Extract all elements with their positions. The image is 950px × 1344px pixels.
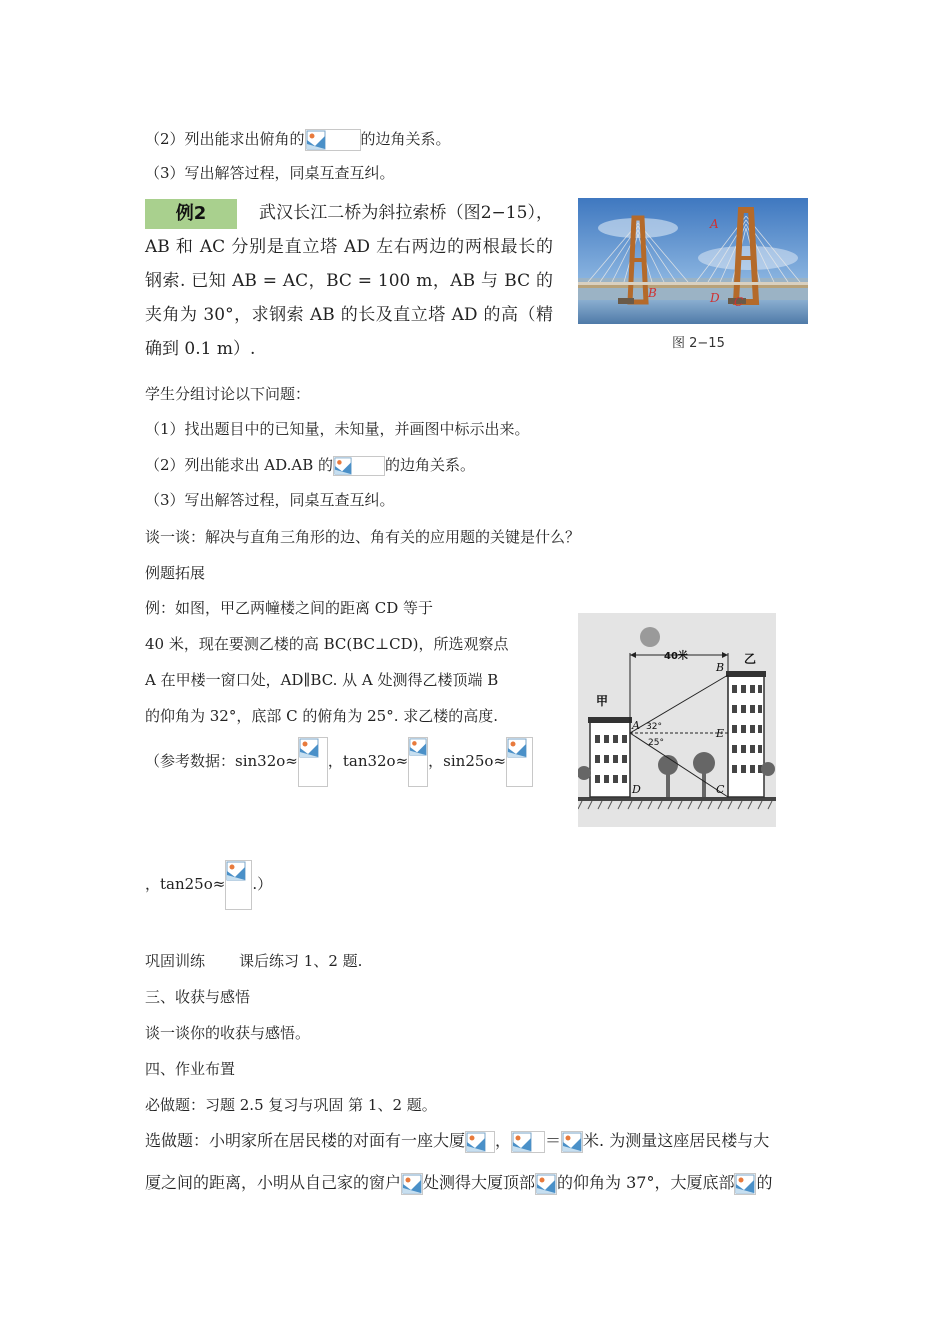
optional-text-b: ， bbox=[495, 1131, 512, 1150]
angle-32-label: 32° bbox=[646, 722, 662, 732]
building-yi-label: 乙 bbox=[744, 652, 757, 666]
optional-text-a: 选做题：小明家所在居民楼的对面有一座大厦 bbox=[145, 1131, 466, 1150]
example-2-block bbox=[145, 196, 553, 366]
optional-text-d: 米. 为测量这座居民楼与大 bbox=[583, 1131, 770, 1150]
question-1: （1）找出题目中的已知量，未知量，并画图中标示出来。 bbox=[145, 420, 530, 438]
section-3-text: 谈一谈你的收获与感悟。 bbox=[145, 1024, 311, 1042]
point-a-label: A bbox=[632, 719, 640, 732]
point-b-label: B bbox=[716, 661, 725, 674]
label-b: B bbox=[648, 286, 657, 300]
section-3-heading: 三、收获与感悟 bbox=[145, 988, 251, 1006]
broken-image-icon bbox=[561, 1131, 583, 1153]
distance-label: 40米 bbox=[664, 651, 688, 662]
optional-text-h: 的 bbox=[756, 1173, 773, 1192]
optional-text-e: 厦之间的距离，小明从自己家的窗户 bbox=[145, 1173, 402, 1192]
practice-label: 巩固训练 bbox=[145, 952, 206, 970]
label-c: C bbox=[734, 295, 744, 309]
extension-line-2: 40 米，现在要测乙楼的高 BC(BC⊥CD)，所选观察点 bbox=[145, 635, 509, 653]
ref-sin32: （参考数据：sin32o≈ bbox=[145, 752, 298, 770]
angle-25-label: 25° bbox=[648, 738, 664, 748]
point-e-label: E bbox=[716, 727, 725, 740]
section-4-heading: 四、作业布置 bbox=[145, 1060, 236, 1078]
ref-sin25: ，sin25o≈ bbox=[428, 752, 507, 770]
discussion-intro: 学生分组讨论以下问题： bbox=[145, 385, 311, 403]
ref-end: .） bbox=[252, 875, 273, 893]
figure-caption: 图 2−15 bbox=[672, 336, 725, 351]
broken-image-icon bbox=[333, 456, 385, 476]
broken-image-icon bbox=[305, 129, 361, 151]
optional-homework-line-1 bbox=[145, 1130, 769, 1153]
ref-tan25: ，tan25o≈ bbox=[145, 875, 226, 893]
example-2-text: 武汉长江二桥为斜拉索桥（图2−15），AB 和 AC 分别是直立塔 AD 左右两边的两根最长的钢索. 已知 AB = AC，BC = 100 m，AB 与 BC 的夹角为 30°，求钢索 AB 的长及直立塔 AD 的高（精确到 0.1 m）. bbox=[145, 203, 553, 359]
point-c-label: C bbox=[716, 783, 725, 796]
broken-image-icon bbox=[225, 860, 252, 910]
label-d: D bbox=[710, 291, 720, 305]
question-2-text-end: 的边角关系。 bbox=[385, 456, 476, 474]
bridge-photo bbox=[578, 198, 808, 324]
broken-image-icon bbox=[298, 737, 328, 787]
broken-image-icon bbox=[511, 1131, 545, 1153]
extension-line-4: 的仰角为 32°，底部 C 的俯角为 25°. 求乙楼的高度. bbox=[145, 707, 499, 725]
question-3: （3）写出解答过程，同桌互查互纠。 bbox=[145, 491, 395, 509]
step-3-line: （3）写出解答过程，同桌互查互纠。 bbox=[145, 164, 395, 182]
extension-line-3: A 在甲楼一窗口处，AD∥BC. 从 A 处测得乙楼顶端 B bbox=[145, 671, 499, 689]
step-2-text: （2）列出能求出俯角的 bbox=[145, 130, 305, 148]
reference-data-line-2 bbox=[145, 860, 272, 910]
broken-image-icon bbox=[734, 1173, 756, 1195]
question-2 bbox=[145, 454, 475, 476]
reference-data-line bbox=[145, 737, 533, 787]
broken-image-icon bbox=[506, 737, 533, 787]
extension-heading: 例题拓展 bbox=[145, 564, 206, 582]
broken-image-icon bbox=[408, 737, 428, 787]
step-2-line bbox=[145, 128, 451, 151]
building-jia-label: 甲 bbox=[596, 694, 609, 708]
optional-homework-line-2 bbox=[145, 1172, 773, 1195]
step-2-text-end: 的边角关系。 bbox=[360, 130, 451, 148]
example-badge: 例2 bbox=[145, 199, 237, 229]
label-a: A bbox=[710, 217, 719, 231]
broken-image-icon bbox=[465, 1131, 495, 1153]
broken-image-icon bbox=[401, 1173, 423, 1195]
practice-text: 课后练习 1、2 题. bbox=[239, 952, 363, 970]
extension-line-1: 例：如图，甲乙两幢楼之间的距离 CD 等于 bbox=[145, 599, 434, 617]
talk-line: 谈一谈：解决与直角三角形的边、角有关的应用题的关键是什么？ bbox=[145, 528, 581, 546]
optional-text-c: ＝ bbox=[545, 1131, 562, 1150]
ref-tan32: ，tan32o≈ bbox=[327, 752, 409, 770]
practice-line bbox=[145, 950, 362, 972]
optional-text-f: 处测得大厦顶部 bbox=[423, 1173, 536, 1192]
broken-image-icon bbox=[535, 1173, 557, 1195]
optional-text-g: 的仰角为 37°，大厦底部 bbox=[557, 1173, 735, 1192]
point-d-label: D bbox=[632, 783, 641, 796]
required-homework: 必做题：习题 2.5 复习与巩固 第 1、2 题。 bbox=[145, 1096, 437, 1114]
buildings-diagram bbox=[578, 613, 776, 827]
question-2-text: （2）列出能求出 AD.AB 的 bbox=[145, 456, 334, 474]
